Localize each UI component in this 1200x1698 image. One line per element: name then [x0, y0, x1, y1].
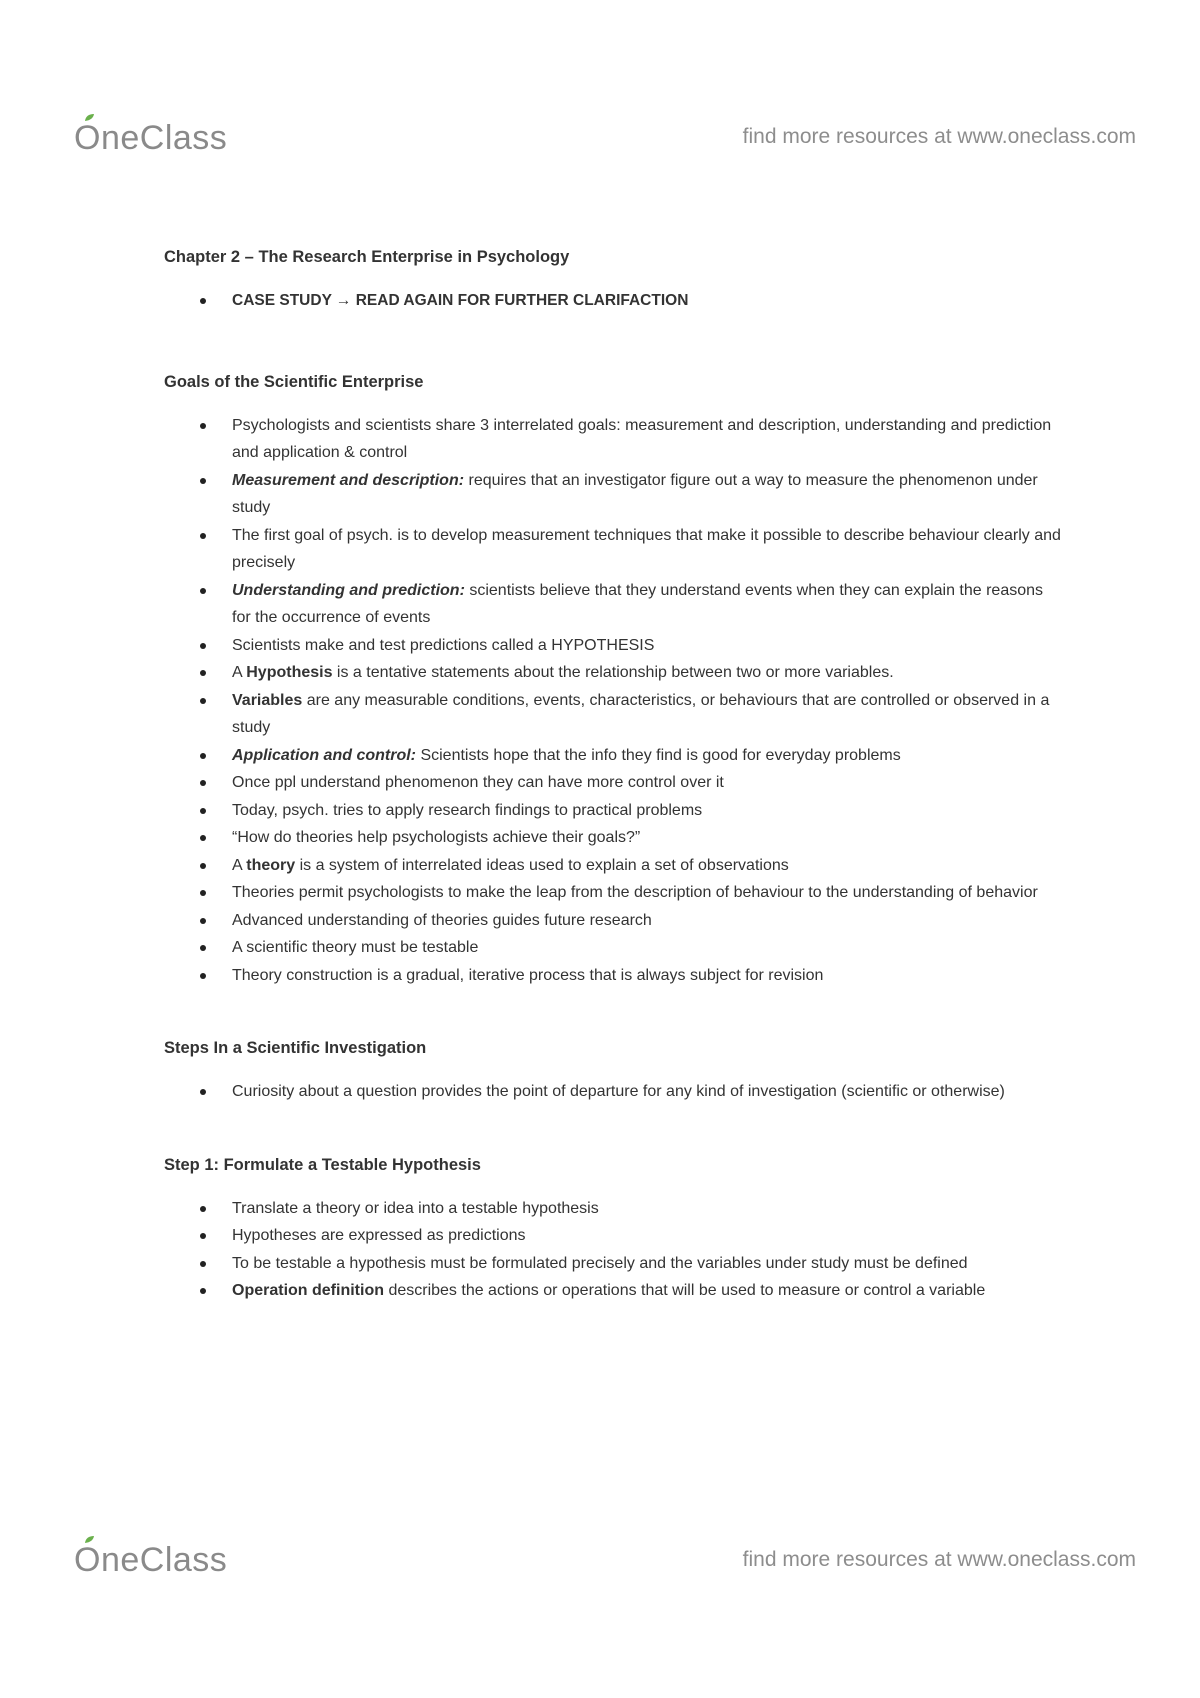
item-text: are any measurable conditions, events, characteristics, or behaviours that are controlled or observed in a study — [232, 691, 1050, 736]
list-item — [164, 1195, 1064, 1223]
list-item — [164, 824, 1064, 852]
document-body — [164, 246, 1064, 1305]
item-prefix: A — [232, 856, 247, 874]
item-text: scientists believe that they understand events when they can explain the reasons for the occurrence of events — [232, 581, 1044, 626]
bullet-icon — [200, 1089, 206, 1095]
item-text: is a system of interrelated ideas used to explain a set of observations — [295, 856, 789, 874]
bullet-icon — [200, 1206, 206, 1212]
list-item — [164, 934, 1064, 962]
chapter-title: Chapter 2 – The Research Enterprise in Psychology — [164, 248, 570, 266]
list-item — [164, 659, 1064, 687]
bullet-icon — [200, 863, 206, 869]
bullet-icon — [200, 1261, 206, 1267]
header-logo — [74, 113, 227, 163]
logo-text: OneClass — [74, 118, 228, 157]
item-term: Variables — [232, 691, 303, 709]
list-item — [164, 797, 1064, 825]
leaf-icon — [84, 1535, 95, 1544]
list-item — [164, 687, 1064, 742]
item-text: Once ppl understand phenomenon they can have more control over it — [232, 774, 724, 791]
item-text: Theory construction is a gradual, iterative process that is always subject for revision — [232, 966, 824, 984]
item-text: To be testable a hypothesis must be formulated precisely and the variables under study must be defined — [232, 1254, 968, 1272]
item-text: A scientific theory must be testable — [232, 939, 479, 956]
case-study-list — [164, 287, 1064, 315]
logo-text: OneClass — [74, 1540, 228, 1579]
item-text: Scientists hope that the info they find is good for everyday problems — [416, 746, 901, 764]
bullet-icon — [200, 423, 206, 429]
item-text: Advanced understanding of theories guides future research — [232, 911, 652, 929]
bullet-icon — [200, 588, 206, 594]
bullet-icon — [200, 1288, 206, 1294]
section-heading-step1: Step 1: Formulate a Testable Hypothesis — [164, 1155, 481, 1174]
bullet-icon — [200, 1233, 206, 1239]
leaf-icon — [84, 113, 95, 122]
bullet-icon — [200, 753, 206, 759]
item-text: Hypotheses are expressed as predictions — [232, 1227, 526, 1244]
header-tagline: find more resources at www.oneclass.com — [742, 125, 1136, 148]
case-study-text: CASE STUDY → READ AGAIN FOR FURTHER CLARIFACTION — [232, 292, 689, 309]
list-item — [164, 287, 1064, 315]
list-item — [164, 1250, 1064, 1278]
list-item — [164, 1222, 1064, 1250]
item-text: The first goal of psych. is to develop measurement techniques that make it possible to describe behaviour clearly and precisely — [232, 526, 1061, 571]
list-item — [164, 467, 1064, 522]
item-prefix: A — [232, 664, 247, 681]
list-item — [164, 742, 1064, 770]
bullet-icon — [200, 478, 206, 484]
item-lead: Application and control: — [232, 746, 416, 764]
step1-list — [164, 1195, 1064, 1305]
bullet-icon — [200, 835, 206, 841]
item-lead: Measurement and description: — [232, 471, 465, 489]
list-item — [164, 1277, 1064, 1305]
item-term: Operation definition — [232, 1282, 384, 1299]
bullet-icon — [200, 890, 206, 896]
list-item — [164, 632, 1064, 660]
bullet-icon — [200, 670, 206, 676]
item-text: Curiosity about a question provides the point of departure for any kind of investigation (scientific or otherwise) — [232, 1083, 1005, 1100]
bullet-icon — [200, 643, 206, 649]
list-item — [164, 907, 1064, 935]
list-item — [164, 577, 1064, 632]
item-text: Scientists make and test predictions called a HYPOTHESIS — [232, 636, 655, 654]
item-text: describes the actions or operations that will be used to measure or control a variable — [384, 1282, 986, 1299]
item-lead: Understanding and prediction: — [232, 581, 465, 599]
item-text: is a tentative statements about the relationship between two or more variables. — [332, 664, 894, 681]
item-text: Psychologists and scientists share 3 interrelated goals: measurement and description, understanding and prediction and application & control — [232, 416, 1052, 461]
item-term: Hypothesis — [246, 664, 333, 681]
bullet-icon — [200, 780, 206, 786]
item-term: theory — [246, 856, 296, 874]
list-item — [164, 1078, 1064, 1106]
section-heading-goals: Goals of the Scientific Enterprise — [164, 372, 424, 391]
oneclass-logo — [74, 1541, 227, 1580]
list-item — [164, 769, 1064, 797]
item-text: “How do theories help psychologists achieve their goals?” — [232, 829, 641, 846]
item-text: Theories permit psychologists to make the leap from the description of behaviour to the understanding of behavior — [232, 884, 1038, 901]
footer-tagline: find more resources at www.oneclass.com — [742, 1548, 1136, 1571]
bullet-icon — [200, 298, 206, 304]
footer-logo — [74, 1535, 227, 1585]
bullet-icon — [200, 533, 206, 539]
steps-list — [164, 1078, 1064, 1106]
list-item — [164, 879, 1064, 907]
goals-list — [164, 412, 1064, 990]
list-item — [164, 412, 1064, 467]
item-text: requires that an investigator figure out a way to measure the phenomenon under study — [232, 471, 1038, 516]
section-heading-steps: Steps In a Scientific Investigation — [164, 1039, 427, 1057]
bullet-icon — [200, 698, 206, 704]
bullet-icon — [200, 918, 206, 924]
item-text: Today, psych. tries to apply research findings to practical problems — [232, 801, 703, 819]
list-item — [164, 852, 1064, 880]
bullet-icon — [200, 808, 206, 814]
bullet-icon — [200, 973, 206, 979]
item-text: Translate a theory or idea into a testable hypothesis — [232, 1199, 599, 1217]
bullet-icon — [200, 945, 206, 951]
oneclass-logo — [74, 119, 227, 158]
list-item — [164, 522, 1064, 577]
list-item — [164, 962, 1064, 990]
